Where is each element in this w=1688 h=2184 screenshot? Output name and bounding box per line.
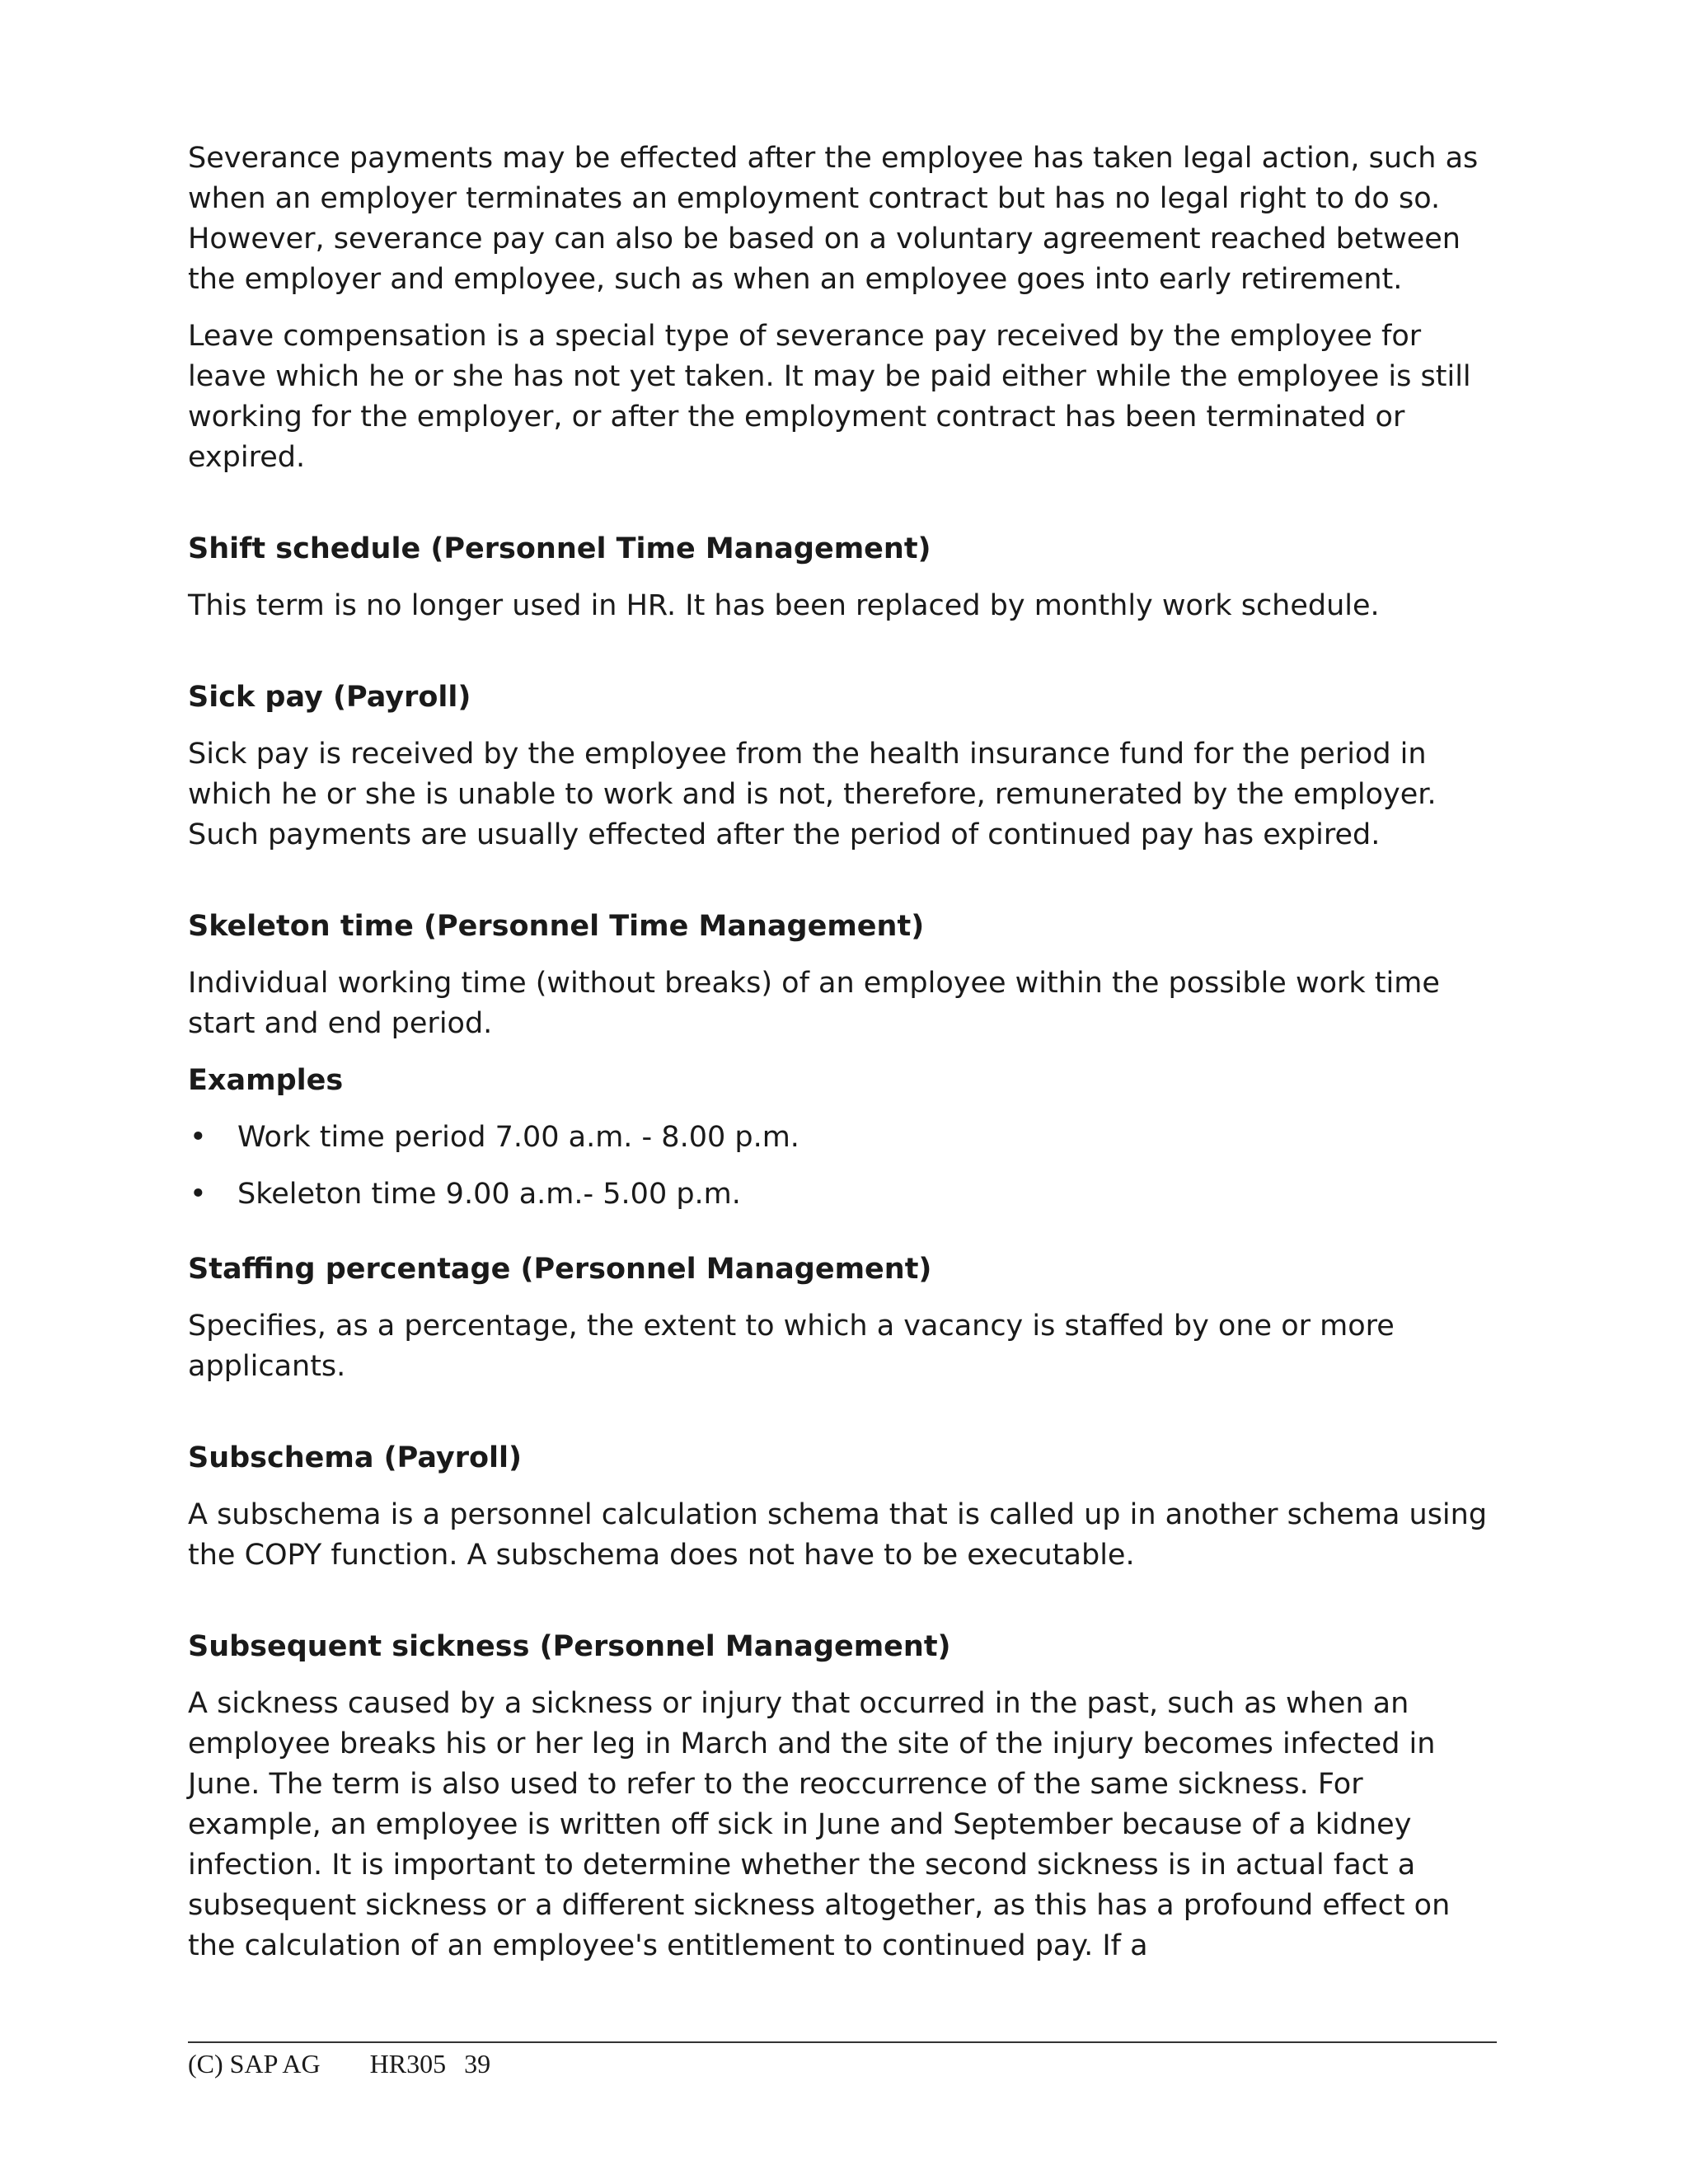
entry-sick-pay <box>188 677 1500 855</box>
entry-heading: Skeleton time (Personnel Time Management) <box>188 910 925 943</box>
footer-course-code: HR305 <box>369 2049 447 2079</box>
entry-body: A sickness caused by a sickness or injury that occurred in the past, such as when an employee breaks his or her leg in March and the site of the injury becomes infected in June. The term is also used to refer to the reoccurrence of the same sickness. For example, an employee is written off sick in June and September because of a kidney infection. It is important to determine whether the second sickness is in actual fact a subsequent sickness or a different sickness altogether, as this has a profound effect on the calculation of an employee's entitlement to continued pay. If a <box>188 1687 1451 1962</box>
entry-skeleton-time <box>188 907 1500 1215</box>
entry-heading: Staffing percentage (Personnel Management) <box>188 1253 932 1286</box>
list-item <box>188 1174 1500 1215</box>
entry-body: Individual working time (without breaks) of an employee within the possible work time start and end period. <box>188 967 1440 1040</box>
list-item-text: Work time period 7.00 a.m. - 8.00 p.m. <box>237 1121 799 1154</box>
list-item-text: Skeleton time 9.00 a.m.- 5.00 p.m. <box>237 1178 741 1211</box>
entry-subsequent-sickness <box>188 1627 1500 1966</box>
entry-heading: Sick pay (Payroll) <box>188 681 471 714</box>
bullet-icon: • <box>190 1178 207 1211</box>
entry-shift-schedule <box>188 529 1500 626</box>
examples-list <box>188 1118 1500 1215</box>
entry-heading: Subsequent sickness (Personnel Management) <box>188 1630 951 1663</box>
footer-page-number: 39 <box>464 2049 491 2079</box>
intro-paragraph-1: Severance payments may be effected after the employee has taken legal action, such as when an employer terminates an employment contract but has no legal right to do so. However, severance pay can also be based on a voluntary agreement reached between the employer and employee, such as when an employee goes into early retirement. <box>188 142 1479 296</box>
footer-divider <box>188 2041 1497 2043</box>
entry-heading: Subschema (Payroll) <box>188 1441 523 1474</box>
page-footer <box>188 2047 490 2080</box>
entry-body: Sick pay is received by the employee from the health insurance fund for the period in which he or she is unable to work and is not, therefore, remunerated by the employer. Such payments are usually effected after the period of continued pay has expired. <box>188 738 1437 851</box>
list-item <box>188 1118 1500 1158</box>
examples-heading: Examples <box>188 1064 344 1097</box>
entry-body: This term is no longer used in HR. It has been replaced by monthly work schedule. <box>188 589 1380 622</box>
entry-heading: Shift schedule (Personnel Time Management) <box>188 532 931 565</box>
entry-body: A subschema is a personnel calculation schema that is called up in another schema using the COPY function. A subschema does not have to be executable. <box>188 1498 1488 1572</box>
entry-subschema <box>188 1438 1500 1576</box>
bullet-icon: • <box>190 1121 207 1154</box>
entry-body: Specifies, as a percentage, the extent to which a vacancy is staffed by one or more applicants. <box>188 1310 1395 1383</box>
intro-paragraph-2: Leave compensation is a special type of severance pay received by the employee for leave which he or she has not yet taken. It may be paid either while the employee is still working for the employer, or after the employment contract has been terminated or expired. <box>188 320 1471 474</box>
entry-staffing-percentage <box>188 1249 1500 1387</box>
page-content <box>188 138 1500 1966</box>
footer-copyright: (C) SAP AG <box>188 2049 321 2079</box>
